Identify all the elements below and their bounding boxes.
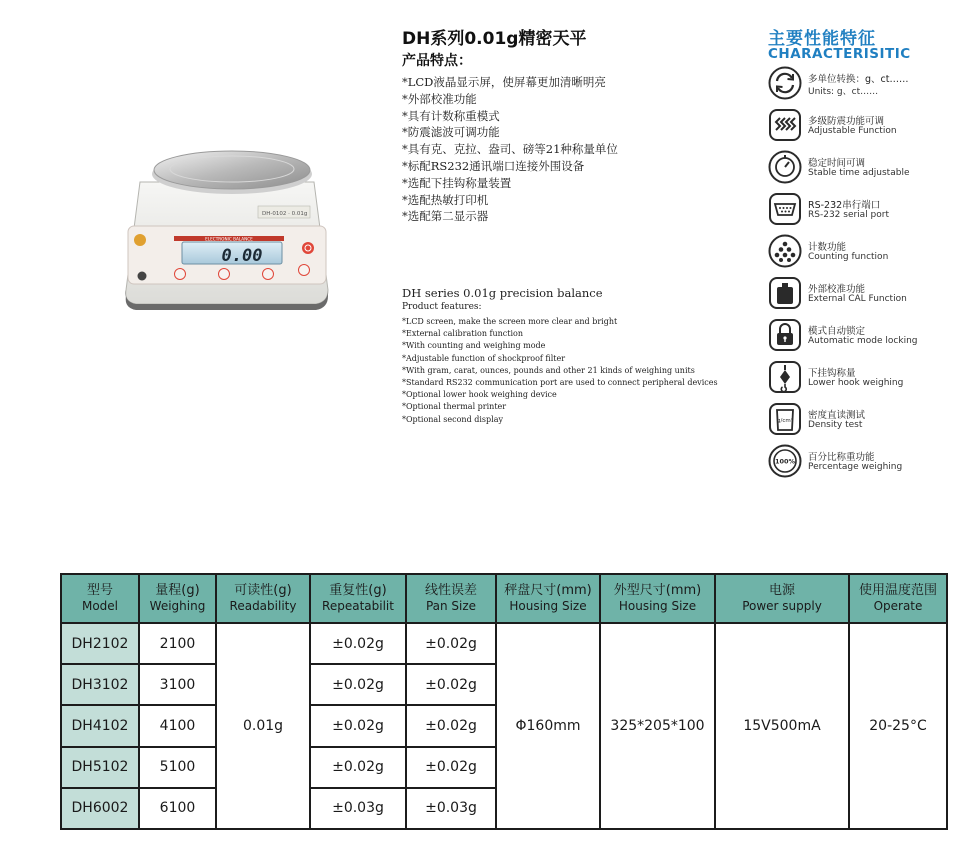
characteristic-label-en: Lower hook weighing <box>808 378 904 388</box>
weighing-cell: 4100 <box>139 705 216 746</box>
header-label-en: Weighing <box>149 599 206 613</box>
header-weighing <box>139 574 216 623</box>
feature-item-cn: *外部校准功能 <box>402 91 477 106</box>
pan-size-cell: Φ160mm <box>496 623 600 829</box>
weighing-cell: 3100 <box>139 664 216 705</box>
characteristic-label-en: Automatic mode locking <box>808 336 918 346</box>
model-cell: DH6002 <box>61 788 139 829</box>
characteristic-stable-time <box>768 148 968 186</box>
padlock-icon <box>768 318 802 352</box>
header-repeatability <box>310 574 406 623</box>
characteristic-percentage <box>768 442 968 480</box>
hook-icon <box>768 360 802 394</box>
product-title-en: DH series 0.01g precision balance <box>402 286 603 300</box>
header-label-en: Operate <box>873 599 923 613</box>
header-pan-size <box>496 574 600 623</box>
weighing-cell: 2100 <box>139 623 216 664</box>
features-heading-cn: 产品特点： <box>402 53 472 69</box>
feature-item-cn: *标配RS232通讯端口连接外围设备 <box>402 158 585 173</box>
characteristic-label-cn: 百分比称重功能 <box>808 452 875 463</box>
header-label-en: Housing Size <box>509 599 587 613</box>
characteristic-label-cn: 模式自动锁定 <box>808 326 866 337</box>
characteristics-title-en: CHARACTERISITIC <box>768 46 911 62</box>
feature-item-cn: *选配第二显示器 <box>402 209 489 224</box>
scale-display-reading: 0.00 <box>221 246 263 266</box>
repeatability-cell: ±0.02g <box>310 705 406 746</box>
characteristic-label-en: Units: g、ct…… <box>808 87 879 97</box>
feature-item-en: *Adjustable function of shockproof filter <box>402 353 566 363</box>
model-cell: DH4102 <box>61 705 139 746</box>
product-title-cn: DH系列0.01g精密天平 <box>402 29 587 49</box>
characteristic-mode-lock <box>768 316 968 354</box>
header-readability <box>216 574 310 623</box>
percentage-icon <box>768 444 802 478</box>
header-model <box>61 574 139 623</box>
repeatability-cell: ±0.02g <box>310 664 406 705</box>
linearity-cell: ±0.03g <box>406 788 496 829</box>
refresh-units-icon <box>768 66 802 100</box>
feature-item-cn: *选配下挂钩称量装置 <box>402 175 512 190</box>
header-temperature <box>849 574 947 623</box>
feature-item-en: *With counting and weighing mode <box>402 341 546 351</box>
header-power-supply <box>715 574 849 623</box>
linearity-cell: ±0.02g <box>406 747 496 788</box>
spec-table <box>60 573 948 830</box>
weighing-cell: 5100 <box>139 747 216 788</box>
feature-item-en: *Optional lower hook weighing device <box>402 390 557 400</box>
characteristic-counting <box>768 232 968 270</box>
header-label-cn: 秤盘尺寸(mm) <box>504 583 592 598</box>
linearity-cell: ±0.02g <box>406 705 496 746</box>
density-beaker-icon <box>768 402 802 436</box>
feature-list-en <box>402 316 718 426</box>
counting-dots-icon <box>768 234 802 268</box>
header-label-cn: 使用温度范围 <box>858 583 937 598</box>
temperature-cell: 20-25°C <box>849 623 947 829</box>
shock-filter-icon <box>768 108 802 142</box>
linearity-cell: ±0.02g <box>406 623 496 664</box>
characteristic-label-en: External CAL Function <box>808 294 907 304</box>
weighing-cell: 6100 <box>139 788 216 829</box>
feature-item-en: *LCD screen, make the screen more clear and bright <box>402 317 618 326</box>
characteristics-title-cn: 主要性能特征 <box>768 29 876 49</box>
feature-item-en: *Standard RS232 communication port are used to connect peripheral devices <box>402 378 718 388</box>
header-label-cn: 量程(g) <box>155 583 200 598</box>
readability-cell: 0.01g <box>216 623 310 829</box>
table-row <box>61 623 947 664</box>
characteristic-label-cn: 稳定时间可调 <box>808 158 866 169</box>
characteristic-label-cn: 多级防震功能可调 <box>808 116 885 127</box>
characteristic-serial-port <box>768 190 968 228</box>
percentage-badge: 100% <box>774 457 796 466</box>
spec-header-row <box>61 574 947 623</box>
header-linearity <box>406 574 496 623</box>
feature-item-en: *Optional thermal printer <box>402 402 507 412</box>
power-supply-cell: 15V500mA <box>715 623 849 829</box>
characteristic-label-cn: 下挂钩称量 <box>808 368 856 379</box>
header-label-cn: 可读性(g) <box>234 583 292 598</box>
density-badge: g/cm³ <box>777 418 793 424</box>
scale-nameplate: DH-0102 · 0.01g <box>262 211 308 217</box>
repeatability-cell: ±0.03g <box>310 788 406 829</box>
header-label-cn: 重复性(g) <box>329 583 387 598</box>
repeatability-cell: ±0.02g <box>310 623 406 664</box>
header-label-cn: 外型尺寸(mm) <box>613 583 702 598</box>
feature-item-cn: *具有计数称重模式 <box>402 108 500 123</box>
scale-panel-label: ELECTRONIC BALANCE <box>205 236 253 242</box>
calibration-weight-icon <box>768 276 802 310</box>
header-label-en: Housing Size <box>618 599 697 613</box>
header-label-en: Model <box>81 599 119 613</box>
repeatability-cell: ±0.02g <box>310 747 406 788</box>
feature-item-en: *Optional second display <box>402 414 503 424</box>
model-cell: DH5102 <box>61 747 139 788</box>
header-housing-size <box>600 574 715 623</box>
header-label-en: Readability <box>229 599 297 613</box>
characteristic-density <box>768 400 968 438</box>
characteristic-label-cn: RS-232串行端口 <box>808 200 881 211</box>
characteristic-label-en: RS-232 serial port <box>808 210 890 220</box>
characteristic-label-en: Stable time adjustable <box>808 168 910 178</box>
stopwatch-icon <box>768 150 802 184</box>
feature-item-cn: *LCD液晶显示屏，使屏幕更加清晰明亮 <box>402 75 606 89</box>
header-label-en: Power supply <box>742 599 822 613</box>
characteristic-label-en: Counting function <box>808 252 889 262</box>
header-label-en: Pan Size <box>425 599 477 613</box>
feature-list-cn <box>402 74 618 225</box>
characteristic-external-cal <box>768 274 968 312</box>
feature-item-en: *With gram, carat, ounces, pounds and other 21 kinds of weighing units <box>402 365 695 375</box>
characteristic-lower-hook <box>768 358 968 396</box>
feature-item-cn: *防震滤波可调功能 <box>402 125 500 140</box>
characteristic-label-en: Adjustable Function <box>808 126 897 136</box>
linearity-cell: ±0.02g <box>406 664 496 705</box>
feature-item-en: *External calibration function <box>402 329 524 339</box>
characteristic-label-en: Density test <box>808 420 863 430</box>
header-label-cn: 线性误差 <box>424 583 477 598</box>
characteristic-shock-filter <box>768 106 968 144</box>
serial-port-icon <box>768 192 802 226</box>
header-label-en: Repeatabilit <box>322 599 394 613</box>
header-label-cn: 电源 <box>768 583 795 598</box>
precision-balance-illustration <box>122 140 332 310</box>
model-cell: DH3102 <box>61 664 139 705</box>
characteristic-label-cn: 外部校准功能 <box>808 284 866 295</box>
feature-item-cn: *选配热敏打印机 <box>402 192 489 207</box>
model-cell: DH2102 <box>61 623 139 664</box>
characteristic-label-cn: 密度直读测试 <box>808 410 866 421</box>
feature-item-cn: *具有克、克拉、盎司、磅等21种称量单位 <box>402 142 618 157</box>
header-label-cn: 型号 <box>86 583 113 598</box>
characteristic-units <box>768 64 968 102</box>
characteristic-label-cn: 多单位转换：g、ct…… <box>808 74 909 85</box>
features-heading-en: Product features: <box>402 302 482 312</box>
housing-size-cell: 325*205*100 <box>600 623 715 829</box>
characteristic-label-cn: 计数功能 <box>808 242 847 253</box>
characteristic-label-en: Percentage weighing <box>808 462 903 472</box>
